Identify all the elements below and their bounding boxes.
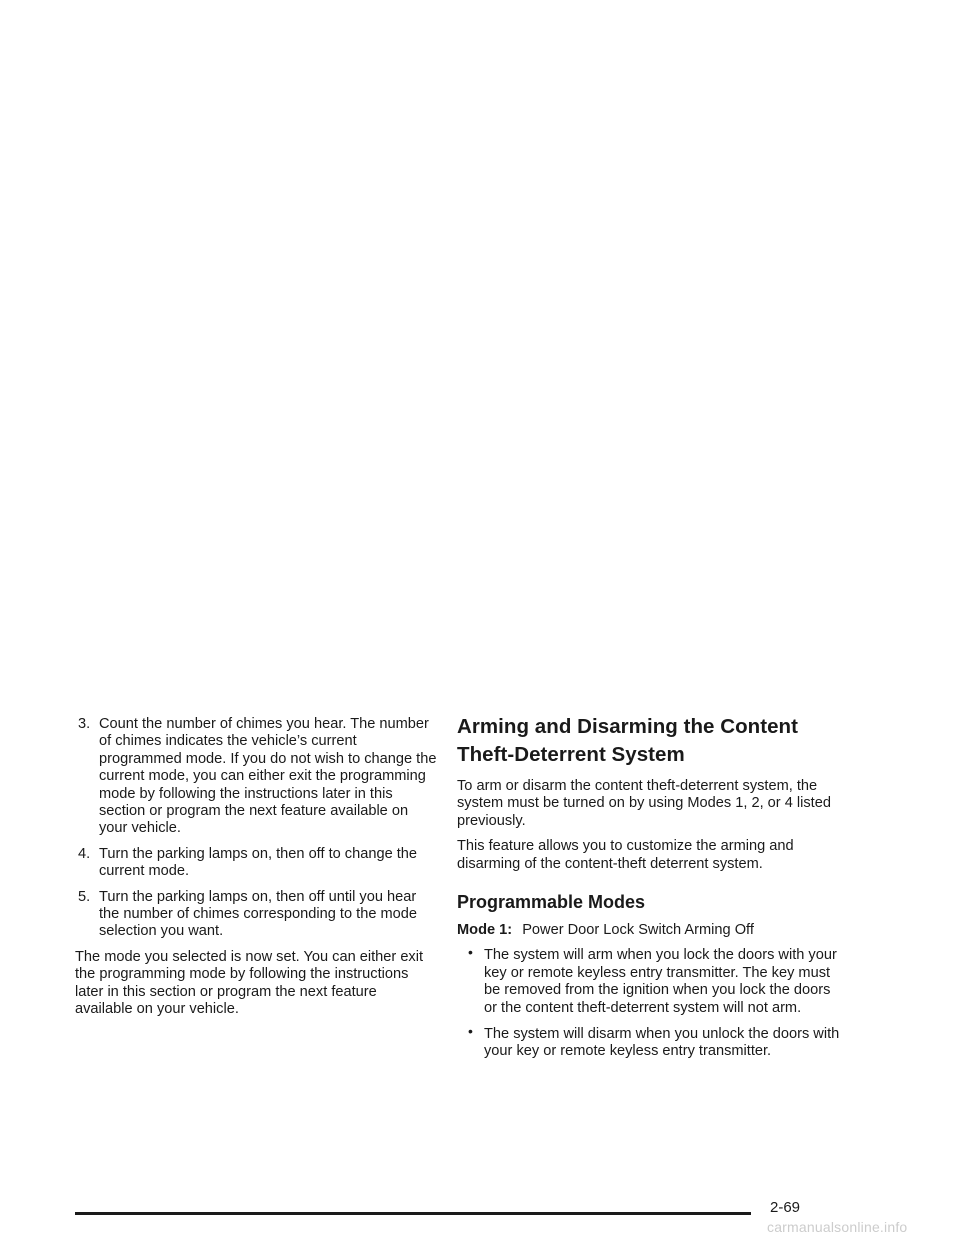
section-heading: Arming and Disarming the Content Theft-Deterrent System bbox=[457, 715, 799, 766]
bullet-text: The system will disarm when you unlock the doors with your key or remote keyless entry transmitter. bbox=[484, 1026, 840, 1060]
right-column bbox=[457, 716, 845, 1070]
mode-line bbox=[457, 922, 845, 939]
subsection-heading: Programmable Modes bbox=[457, 892, 646, 913]
step-number: 5. bbox=[78, 888, 91, 905]
bullet-text: The system will arm when you lock the doors with your key or remote keyless entry transmitter. The key must be removed from the ignition when you lock the doors or the content theft-deterrent system will not arm. bbox=[484, 947, 837, 1016]
bullet-icon: • bbox=[468, 944, 473, 961]
bullet-icon: • bbox=[468, 1023, 473, 1040]
step-text: Turn the parking lamps on, then off until you hear the number of chimes corresponding to the mode selection you want. bbox=[99, 888, 417, 940]
left-column bbox=[75, 716, 437, 1027]
body-paragraph: This feature allows you to customize the arming and disarming of the content-theft deterrent system. bbox=[457, 838, 794, 872]
step-item bbox=[75, 716, 437, 838]
mode-label: Mode 1: bbox=[457, 922, 513, 939]
watermark-text: carmanualsonline.info bbox=[767, 1219, 908, 1235]
step-number: 4. bbox=[78, 845, 91, 862]
mode-description: Power Door Lock Switch Arming Off bbox=[522, 922, 754, 939]
footer-rule bbox=[75, 1212, 751, 1215]
step-text: Count the number of chimes you hear. The number of chimes indicates the vehicle’s current programmed mode. If you do not wish to change the current mode, you can either exit the programming mode by following the instructions later in this section or program the next feature available on your vehicle. bbox=[99, 716, 437, 837]
step-item bbox=[75, 889, 437, 941]
bullet-item bbox=[457, 944, 845, 1017]
bullet-item bbox=[457, 1023, 845, 1061]
page-number: 2-69 bbox=[770, 1199, 801, 1216]
closing-paragraph: The mode you selected is now set. You can either exit the programming mode by following the instructions later in this section or program the next feature available on your vehicle. bbox=[75, 948, 424, 1018]
mode-bullets bbox=[457, 944, 845, 1060]
body-paragraph: To arm or disarm the content theft-deterrent system, the system must be turned on by using Modes 1, 2, or 4 listed previously. bbox=[457, 778, 831, 829]
step-text: Turn the parking lamps on, then off to change the current mode. bbox=[99, 845, 418, 880]
step-item bbox=[75, 846, 437, 881]
step-number: 3. bbox=[78, 716, 91, 732]
instruction-steps bbox=[75, 716, 437, 941]
